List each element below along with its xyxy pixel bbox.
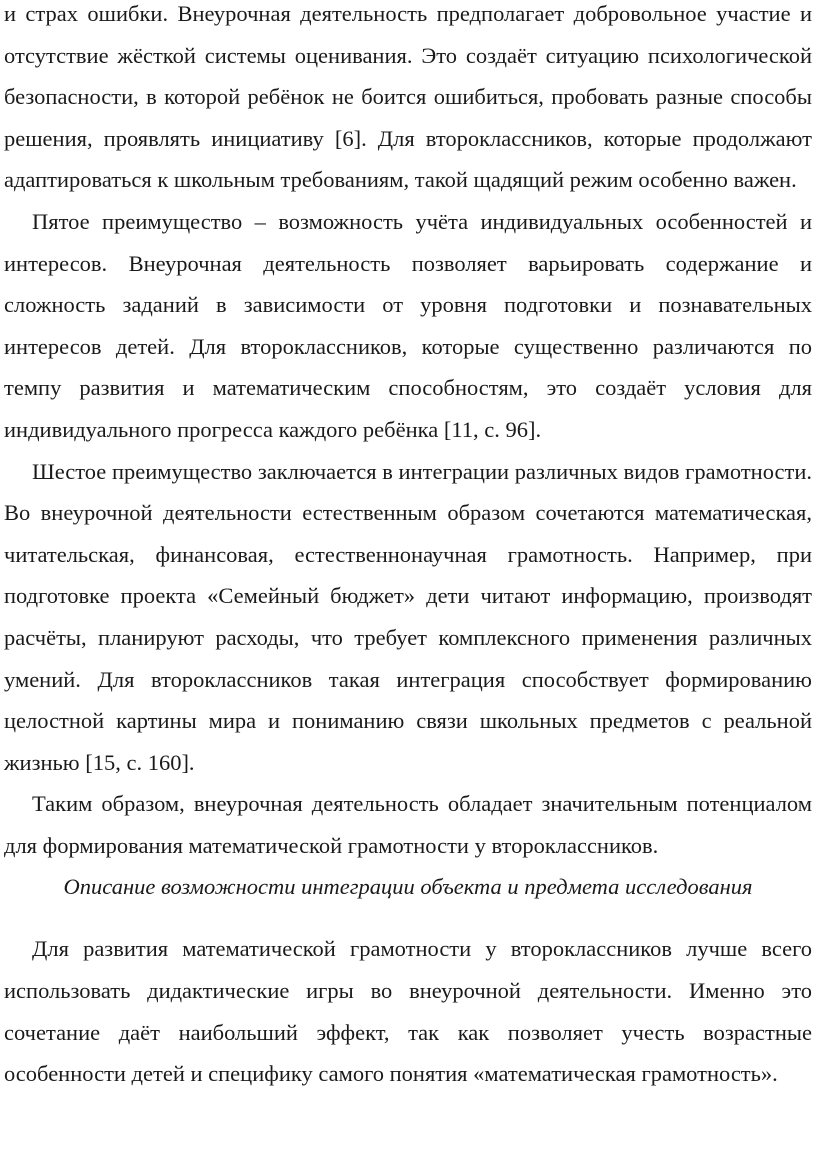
paragraph-didactic-games: Для развития математической грамотности у второклассников лучше всего использовать дидактические игры во внеурочной деятельности. Именно это сочетание даёт наибольший эффект, так как позволяет учесть возрастные особенности детей и специфику самого понятия «математическая грамотность». (4, 936, 812, 1087)
paragraph-sixth-advantage: Шестое преимущество заключается в интеграции различных видов грамотности. Во внеурочной деятельности естественным образом сочетаются математическая, читательская, финансовая, естественнонаучная грамотность. Например, при подготовке проекта «Семейный бюджет» дети читают информацию, производят расчёты, планируют расходы, что требует комплексного применения различных умений. Для второклассников такая интеграция способствует формированию целостной картины мира и пониманию связи школьных предметов с реальной жизнью [15, с. 160]. (4, 458, 812, 775)
paragraph-fifth-advantage: Пятое преимущество – возможность учёта индивидуальных особенностей и интересов. Внеурочная деятельность позволяет варьировать содержание и сложность заданий в зависимости от уровня подготовки и познавательных интересов детей. Для второклассников, которые существенно различаются по темпу развития и математическим способностям, это создаёт условия для индивидуального прогресса каждого ребёнка [11, с. 96]. (4, 208, 812, 442)
paragraph-conclusion: Таким образом, внеурочная деятельность обладает значительным потенциалом для формирования математической грамотности у второклассников. (4, 791, 812, 858)
section-subheading: Описание возможности интеграции объекта и предмета исследования (63, 874, 753, 900)
paragraph-continuation: и страх ошибки. Внеурочная деятельность предполагает добровольное участие и отсутствие жёсткой системы оценивания. Это создаёт ситуацию психологической безопасности, в которой ребёнок не боится ошибиться, пробовать разные способы решения, проявлять инициативу [6]. Для второклассников, которые продолжают адаптироваться к школьным требованиям, такой щадящий режим особенно важен. (4, 1, 812, 193)
